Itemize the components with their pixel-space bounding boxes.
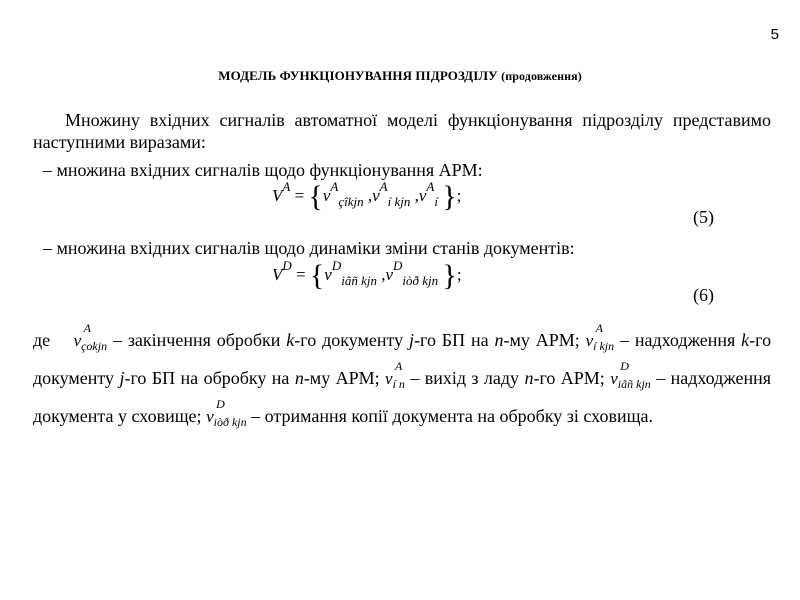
term-sup: A: [426, 179, 435, 194]
close-brace: }: [442, 180, 457, 213]
comma: ,: [381, 265, 386, 284]
list-item: – множина вхідних сигналів щодо функціонування АРМ:: [43, 160, 483, 180]
var-j: j: [409, 330, 415, 350]
term-sub: í kjn: [387, 194, 411, 209]
term-base: v: [324, 265, 332, 284]
formula-lhs: V: [272, 186, 283, 205]
term-base: v: [418, 186, 427, 205]
var-k: k: [286, 330, 295, 350]
symbol-v-zakinchennia: v A $_{çokjn}$: [73, 321, 108, 353]
term-sub: iãñ kjn: [341, 273, 377, 288]
definition-text: – вихід з ладу: [410, 368, 520, 388]
definition-text: -го документу: [33, 330, 772, 388]
definition-text: – закінчення обробки: [112, 330, 281, 350]
formula-lhs: V: [272, 265, 283, 284]
definition-text: -го БП на: [414, 330, 489, 350]
comma: ,: [414, 186, 419, 205]
equation-number: (5): [693, 207, 714, 227]
page-number: 5: [770, 26, 779, 43]
definition-text: -го АРМ;: [533, 368, 605, 388]
definitions-paragraph: [33, 322, 771, 436]
intro-paragraph: Множину вхідних сигналів автоматної моделі функціонування підрозділу представимо наступними виразами:: [33, 110, 771, 152]
formula-lhs-sup: A: [282, 179, 291, 194]
term-sup: A: [330, 179, 339, 194]
title-main: МОДЕЛЬ ФУНКЦІОНУВАННЯ ПІДРОЗДІЛУ: [218, 68, 498, 83]
term-base: v: [322, 186, 331, 205]
symbol-v-vykhid: v A $_{í n}$: [385, 359, 405, 391]
open-brace: {: [309, 259, 325, 292]
var-k: k: [741, 330, 750, 350]
var-n: n: [524, 368, 534, 388]
symbol-v-nadkhodzhennia: v A $_{í kjn}$: [585, 321, 615, 353]
definition-text: – надходження: [619, 330, 736, 350]
close-brace: }: [442, 259, 457, 292]
list-item: – множина вхідних сигналів щодо динаміки зміни станів документів:: [43, 238, 575, 258]
var-n: n: [494, 330, 504, 350]
de-word: де: [33, 330, 51, 350]
var-j: j: [119, 368, 125, 388]
term-sup: D: [393, 258, 403, 273]
definition-text: – отримання копії документа на обробку зі сховища.: [251, 406, 653, 426]
symbol-v-skhovyshche: v D $_{iãñ kjn}$: [610, 359, 651, 391]
equation-number: (6): [693, 285, 714, 305]
term-sub: í: [434, 194, 438, 209]
term-sub: iòð kjn: [402, 273, 439, 288]
term-sup: A: [379, 179, 388, 194]
page-title: [0, 68, 800, 84]
formula-eq: =: [294, 186, 305, 205]
formula-end: ;: [456, 186, 462, 205]
term-base: v: [372, 186, 380, 205]
term-sup: D: [331, 258, 342, 273]
formula-end: ;: [456, 265, 462, 284]
definition-text: -го БП на обробку на: [124, 368, 290, 388]
formula-5: [272, 179, 462, 213]
term-sub: çîkjn: [338, 194, 364, 209]
formula-6: [272, 258, 462, 292]
term-base: v: [385, 265, 394, 284]
formula-lhs-sup: D: [282, 258, 292, 273]
title-sub: (продовження): [501, 69, 582, 83]
formula-eq: =: [296, 265, 306, 284]
definition-text: – надходження документа у сховище;: [33, 368, 772, 426]
var-n: n: [294, 368, 304, 388]
definition-text: -му АРМ;: [303, 368, 380, 388]
open-brace: {: [308, 180, 323, 213]
definition-text: -му АРМ;: [503, 330, 580, 350]
definition-text: -го документу: [294, 330, 404, 350]
symbol-v-kopiia: v D $_{iòð kjn}$: [206, 397, 247, 429]
comma: ,: [367, 186, 373, 205]
